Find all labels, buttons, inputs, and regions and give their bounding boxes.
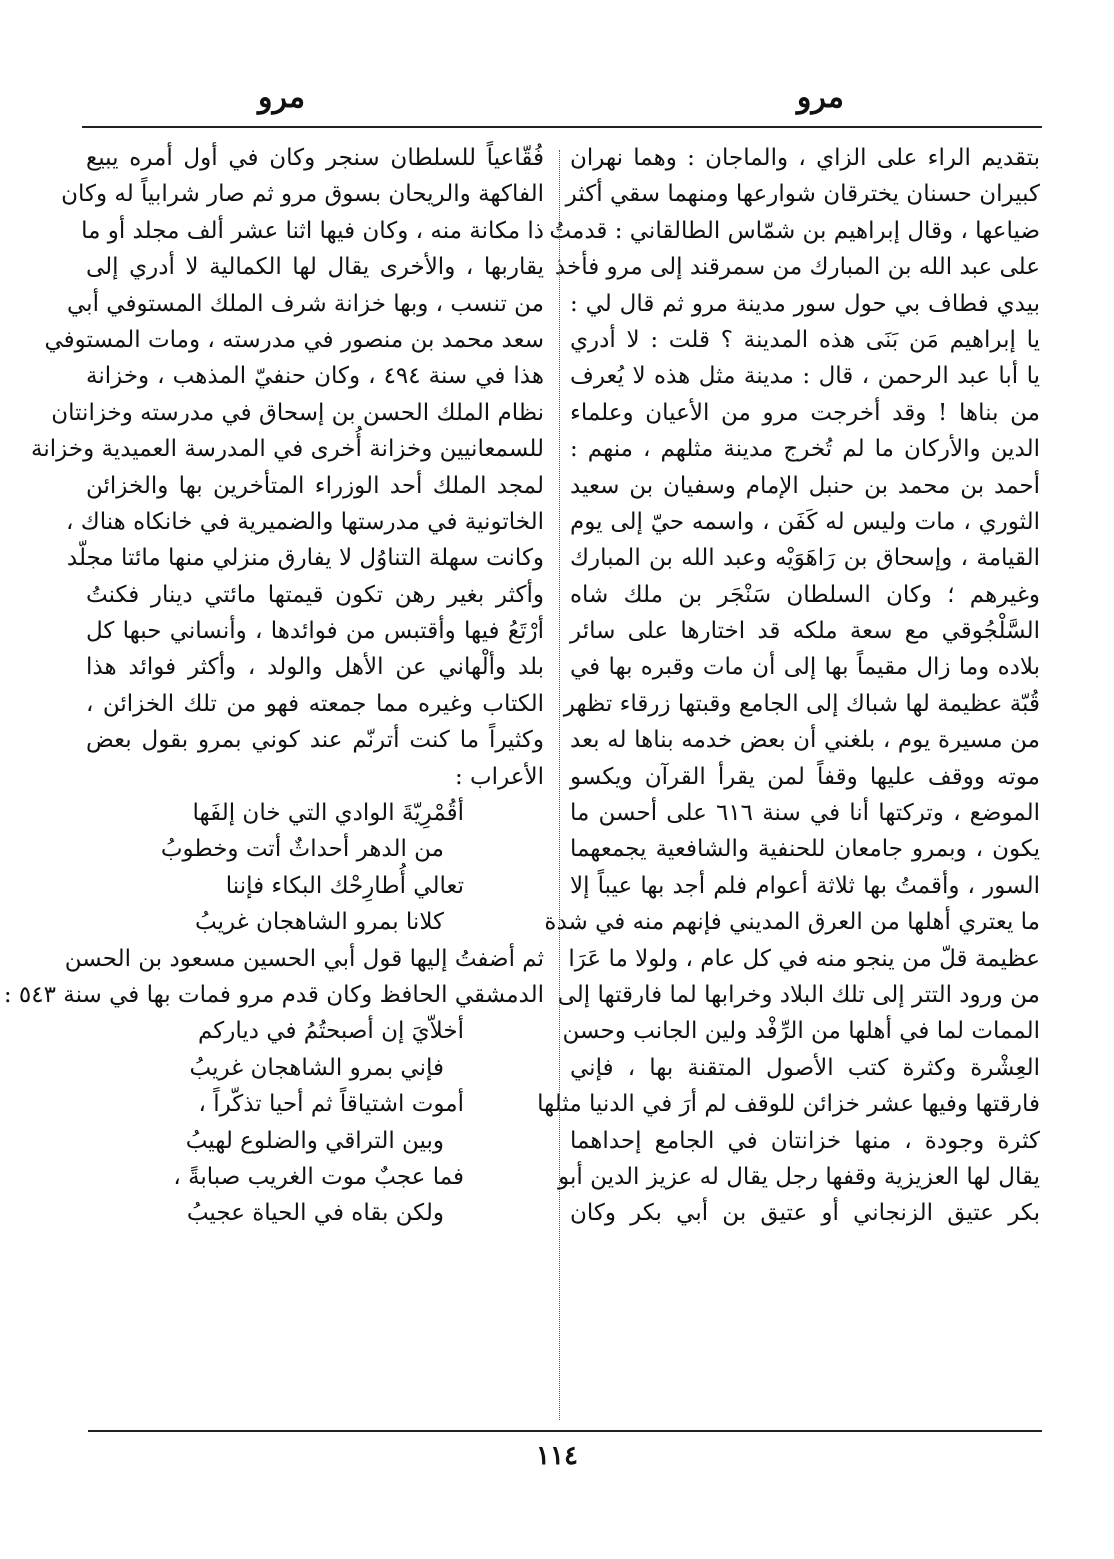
text-line: ضياعها ، وقال إبراهيم بن شمّاس الطالقاني : قدمتُ — [549, 217, 1040, 244]
text-line: من مسيرة يوم ، بلغني أن بعض خدمه بناها له بعد — [570, 727, 1040, 754]
text-line: السور ، وأقمتُ بها ثلاثة أعوام فلم أجد بها عيباً إلا — [570, 872, 1040, 899]
text-line: وغيرهم ؛ وكان السلطان سَنْجَر بن ملك شاه — [570, 581, 1040, 608]
right-running-header: مرو — [796, 80, 844, 115]
left-running-header: مرو — [258, 80, 306, 115]
text-line: سعد محمد بن منصور في مدرسته ، ومات المستوفي — [44, 326, 544, 353]
text-line: أرْتَعُ فيها وأقتبس من فوائدها ، وأنساني حبها كل — [86, 618, 544, 645]
text-line: يقال لها العزيزية وقفها رجل يقال له عزيز الدين أبو — [558, 1163, 1040, 1190]
text-line: فارقتها وفيها عشر خزائن للوقف لم أرَ في الدنيا مثلها — [537, 1091, 1040, 1118]
text-line: من ورود التتر إلى تلك البلاد وخرابها لما فارقتها إلى — [557, 981, 1040, 1008]
left-text-column — [3, 140, 545, 1420]
text-line: الثوري ، مات وليس له كَفَن ، واسمه حيّ إلى يوم — [570, 508, 1040, 535]
header-rule — [82, 126, 1042, 128]
text-line: للسمعانيين وخزانة أُخرى في المدرسة العميدية وخزانة — [31, 436, 544, 463]
text-line: ما يعتري أهلها من العرق المديني فإنهم منه في شدة — [544, 909, 1040, 936]
text-line: ثم أضفتُ إليها قول أبي الحسين مسعود بن الحسن — [64, 945, 544, 972]
poem-verse: أقُمْرِيّةَ الوادي التي خان إلفَها — [192, 800, 464, 827]
text-line: كثرة وجودة ، منها خزانتان في الجامع إحداهما — [570, 1127, 1040, 1154]
right-text-column — [537, 140, 1040, 1420]
text-line: وكثيراً ما كنت أترنّم عند كوني بمرو بقول بعض — [86, 727, 544, 754]
text-line: الموضع ، وتركتها أنا في سنة ٦١٦ على أحسن ما — [570, 800, 1040, 827]
text-line: السَّلْجُوقي مع سعة ملكه قد اختارها على سائر — [570, 618, 1040, 645]
text-line: يا إبراهيم مَن بَنَى هذه المدينة ؟ قلت : لا أدري — [570, 326, 1040, 353]
text-line: أحمد بن محمد بن حنبل الإمام وسفيان بن سعيد — [570, 472, 1040, 499]
text-line: على عبد الله بن المبارك من سمرقند إلى مرو فأخذ — [554, 254, 1040, 281]
page-number: ١١٤ — [536, 1441, 578, 1471]
text-line: من بناها ! وقد أخرجت مرو من الأعيان وعلماء — [570, 399, 1040, 426]
poem-verse: كلانا بمرو الشاهجان غريبُ — [194, 909, 444, 936]
poem-verse: أخلاّيَ إن أصبحتُمُ في دياركم — [198, 1018, 464, 1045]
text-line: ذا مكانة منه ، وكان فيها اثنا عشر ألف مجلد أو ما — [81, 217, 544, 244]
text-line: الفاكهة والريحان بسوق مرو ثم صار شرابياً له وكان — [61, 181, 544, 208]
poem-verse: تعالي أُطارِحْك البكاء فإننا — [225, 872, 464, 899]
text-line: موته ووقف عليها وقفاً لمن يقرأ القرآن ويكسو — [570, 763, 1040, 790]
text-line: من تنسب ، وبها خزانة شرف الملك المستوفي أبي — [67, 290, 544, 317]
text-line: الكتاب وغيره مما جمعته فهو من تلك الخزائن ، — [86, 690, 544, 717]
text-line: وأكثر بغير رهن تكون قيمتها مائتي دينار فكنتُ — [86, 581, 544, 608]
text-line: لمجد الملك أحد الوزراء المتأخرين بها والخزائن — [86, 472, 544, 499]
footer-rule — [88, 1430, 1042, 1432]
text-line: بيدي فطاف بي حول سور مدينة مرو ثم قال لي : — [570, 290, 1040, 317]
text-line: الممات لما في أهلها من الرِّفْد ولين الجانب وحسن — [562, 1018, 1040, 1045]
text-line: عظيمة قلّ من ينجو منه في كل عام ، ولولا ما عَرَا — [568, 945, 1040, 972]
poem-verse: فما عجبٌ موت الغريب صبابةً ، — [173, 1163, 464, 1190]
text-line: نظام الملك الحسن بن إسحاق في مدرسته وخزانتان — [51, 399, 544, 426]
poem-verse: وبين التراقي والضلوع لهيبُ — [185, 1127, 444, 1154]
text-line: هذا في سنة ٤٩٤ ، وكان حنفيّ المذهب ، وخزانة — [86, 363, 545, 390]
text-line: كبيران حسنان يخترقان شوارعها ومنهما سقي أكثر — [565, 181, 1040, 208]
text-line: الدين والأركان ما لم تُخرج مدينة مثلهم ، منهم : — [570, 436, 1040, 463]
text-line: الخاتونية في مدرستها والضميرية في خانكاه هناك ، — [66, 508, 544, 535]
text-line: القيامة ، وإسحاق بن رَاهَوَيْه وعبد الله بن المبارك — [570, 545, 1040, 572]
text-line: الدمشقي الحافظ وكان قدم مرو فمات بها في سنة ٥٤٣ : — [3, 981, 544, 1008]
text-line: يكون ، وبمرو جامعان للحنفية والشافعية يجمعهما — [570, 836, 1040, 863]
column-divider — [559, 150, 560, 1420]
poem-verse: من الدهر أحداثٌ أتت وخطوبُ — [160, 836, 444, 863]
text-line: بتقديم الراء على الزاي ، والماجان : وهما نهران — [570, 145, 1040, 171]
poem-verse: ولكن بقاه في الحياة عجيبُ — [186, 1200, 444, 1227]
text-line: العِشْرة وكثرة كتب الأصول المتقنة بها ، فإني — [570, 1054, 1040, 1081]
text-line: يا أبا عبد الرحمن ، قال : مدينة مثل هذه لا يُعرف — [570, 363, 1040, 390]
text-line: يقاربها ، والأخرى يقال لها الكمالية لا أدري إلى — [86, 254, 544, 281]
poem-verse: فإني بمرو الشاهجان غريبُ — [189, 1054, 444, 1081]
text-line: قُبّة عظيمة لها شباك إلى الجامع وقبتها زرقاء تظهر — [563, 690, 1040, 717]
text-line: بلاده وما زال مقيماً بها إلى أن مات وقبره بها في — [570, 654, 1040, 681]
text-line: وكانت سهلة التناوُل لا يفارق منزلي منها مائتا مجلّد — [66, 545, 544, 572]
text-line: بكر عتيق الزنجاني أو عتيق بن أبي بكر وكان — [570, 1200, 1040, 1227]
text-line: بلد وألْهاني عن الأهل والولد ، وأكثر فوائد هذا — [86, 654, 544, 681]
text-line: فُقّاعياً للسلطان سنجر وكان في أول أمره يبيع — [86, 145, 544, 171]
text-line: الأعراب : — [454, 763, 544, 790]
poem-verse: أموت اشتياقاً ثم أحيا تذكّراً ، — [198, 1091, 464, 1118]
